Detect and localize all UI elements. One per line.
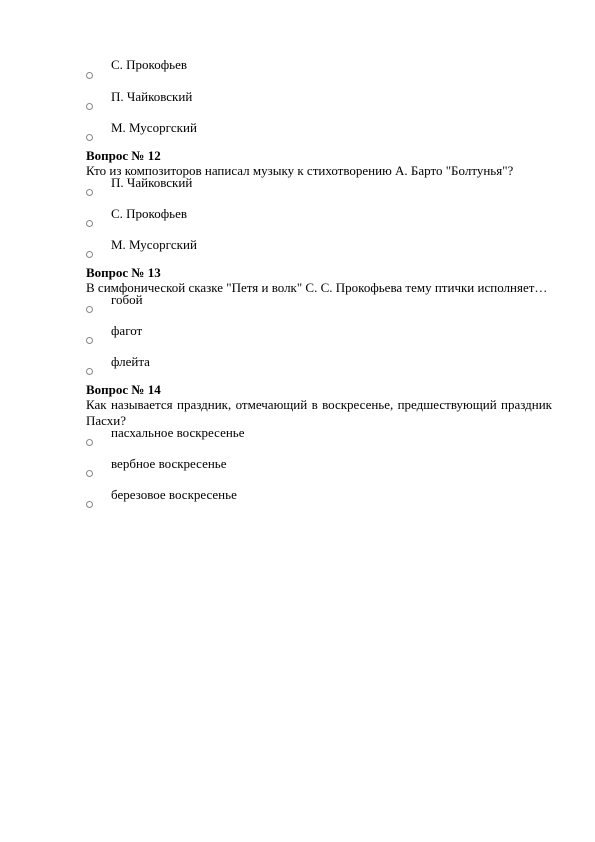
question-title: Вопрос № 12 (86, 148, 161, 163)
option-label: С. Прокофьев (111, 206, 187, 221)
option-label: вербное воскресенье (111, 456, 227, 471)
question-title: Вопрос № 14 (86, 382, 161, 397)
answer-option[interactable] (86, 481, 552, 512)
radio-button[interactable] (86, 251, 93, 258)
option-label: М. Мусоргский (111, 237, 197, 252)
answer-option[interactable] (86, 419, 552, 450)
radio-button[interactable] (86, 439, 93, 446)
option-label: гобой (111, 292, 143, 307)
answer-option[interactable] (86, 231, 552, 262)
option-label: П. Чайковский (111, 89, 193, 104)
option-label: С. Прокофьев (111, 57, 187, 72)
radio-button[interactable] (86, 72, 93, 79)
previous-question-options (86, 52, 552, 145)
question-text: Как называется праздник, отмечающий в воскресенье, предшествующий праздник Пасхи? (86, 397, 552, 428)
radio-button[interactable] (86, 306, 93, 313)
answer-option[interactable] (86, 83, 552, 114)
radio-button[interactable] (86, 220, 93, 227)
option-label: пасхальное воскресенье (111, 425, 245, 440)
quiz-page (86, 52, 552, 512)
radio-button[interactable] (86, 189, 93, 196)
question-12 (86, 148, 552, 262)
radio-button[interactable] (86, 501, 93, 508)
question-13 (86, 265, 552, 379)
answer-option[interactable] (86, 169, 552, 200)
answer-option[interactable] (86, 317, 552, 348)
option-label: М. Мусоргский (111, 120, 197, 135)
option-label: П. Чайковский (111, 175, 193, 190)
option-label: фагот (111, 323, 143, 338)
radio-button[interactable] (86, 337, 93, 344)
radio-button[interactable] (86, 368, 93, 375)
radio-button[interactable] (86, 470, 93, 477)
answer-option[interactable] (86, 286, 552, 317)
question-14 (86, 382, 552, 512)
answer-option[interactable] (86, 52, 552, 83)
option-label: флейта (111, 354, 150, 369)
radio-button[interactable] (86, 134, 93, 141)
answer-option[interactable] (86, 450, 552, 481)
question-title: Вопрос № 13 (86, 265, 161, 280)
answer-option[interactable] (86, 114, 552, 145)
option-label: березовое воскресенье (111, 487, 237, 502)
answer-option[interactable] (86, 348, 552, 379)
answer-option[interactable] (86, 200, 552, 231)
radio-button[interactable] (86, 103, 93, 110)
question-text: Кто из композиторов написал музыку к стихотворению А. Барто "Болтунья"? (86, 163, 514, 178)
question-text: В симфонической сказке "Петя и волк" С. С. Прокофьева тему птички исполняет… (86, 280, 548, 295)
